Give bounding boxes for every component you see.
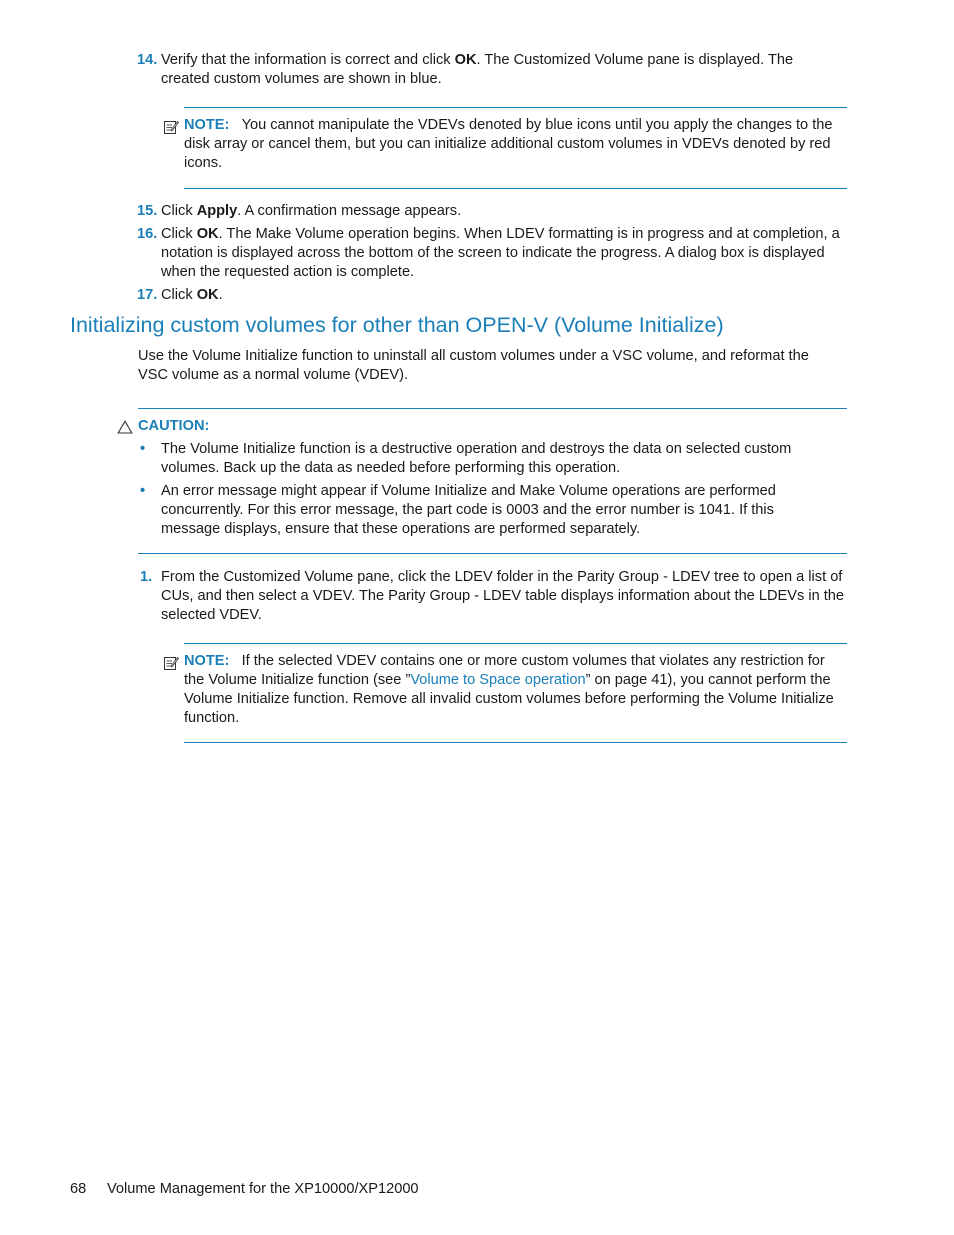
step-1-text: From the Customized Volume pane, click the LDEV folder in the Parity Group - LDEV tree to open a list of CUs, and then select a VDEV. The Parity Group - LDEV table displays information about the LDEVs in the selected VDEV. (161, 569, 845, 623)
step-16-text: Click OK. The Make Volume operation begins. When LDEV formatting is in progress and at completion, a notation is displayed across the bottom of the screen to indicate the progress. A dialog box is displayed when the requested action is complete. (161, 226, 840, 280)
caution-bullet-2-text: An error message might appear if Volume Initialize and Make Volume operations are performed concurrently. For this error message, the part code is 0003 and the error number is 1041. If this message displays, ensure that these operations are performed separately. (161, 483, 776, 537)
caution-label: CAUTION: (138, 418, 210, 434)
note2-text: NOTE: If the selected VDEV contains one or more custom volumes that violates any restriction for the Volume Initialize function (see ”Volume to Space operation” on page 41), you cannot perform the Volume Initialize function. Remove all invalid custom volumes before performing the Volume Initialize function. (184, 653, 834, 726)
step-16-number: 16. (137, 226, 158, 242)
note2-label: NOTE: (184, 653, 230, 669)
volume-to-space-operation-link[interactable]: Volume to Space operation (410, 672, 586, 688)
note2-top-rule (184, 643, 847, 644)
caution-icon (117, 420, 133, 434)
note1-bottom-rule (184, 188, 847, 189)
note1-top-rule (184, 107, 847, 108)
section-heading: Initializing custom volumes for other than OPEN-V (Volume Initialize) (70, 313, 724, 337)
caution-top-rule (138, 408, 847, 409)
note2-bottom-rule (184, 742, 847, 743)
footer-page-number: 68 (70, 1181, 87, 1197)
note1-label: NOTE: (184, 117, 230, 133)
step-15-number: 15. (137, 203, 158, 219)
caution-bottom-rule (138, 553, 847, 554)
step-17-number: 17. (137, 287, 158, 303)
section-intro: Use the Volume Initialize function to uninstall all custom volumes under a VSC volume, and reformat the VSC volume as a normal volume (VDEV). (138, 348, 809, 383)
step-17-text: Click OK. (161, 287, 223, 303)
step-14-number: 14. (137, 52, 158, 68)
footer-title: Volume Management for the XP10000/XP12000 (107, 1181, 419, 1197)
step-14-text: Verify that the information is correct and click OK. The Customized Volume pane is displayed. The created custom volumes are shown in blue. (161, 52, 794, 87)
note1-text: NOTE: You cannot manipulate the VDEVs denoted by blue icons until you apply the changes to the disk array or cancel them, but you can initialize additional custom volumes in VDEVs denoted by red icons. (184, 117, 833, 171)
note-icon (163, 119, 179, 135)
caution-bullet-2-marker: • (140, 483, 146, 499)
caution-bullet-1-text: The Volume Initialize function is a destructive operation and destroys the data on selected custom volumes. Back up the data as needed before performing this operation. (161, 441, 792, 476)
step-15-text: Click Apply. A confirmation message appears. (161, 203, 462, 219)
step-1-number: 1. (140, 569, 153, 585)
caution-bullet-1-marker: • (140, 441, 146, 457)
note-icon (163, 655, 179, 671)
